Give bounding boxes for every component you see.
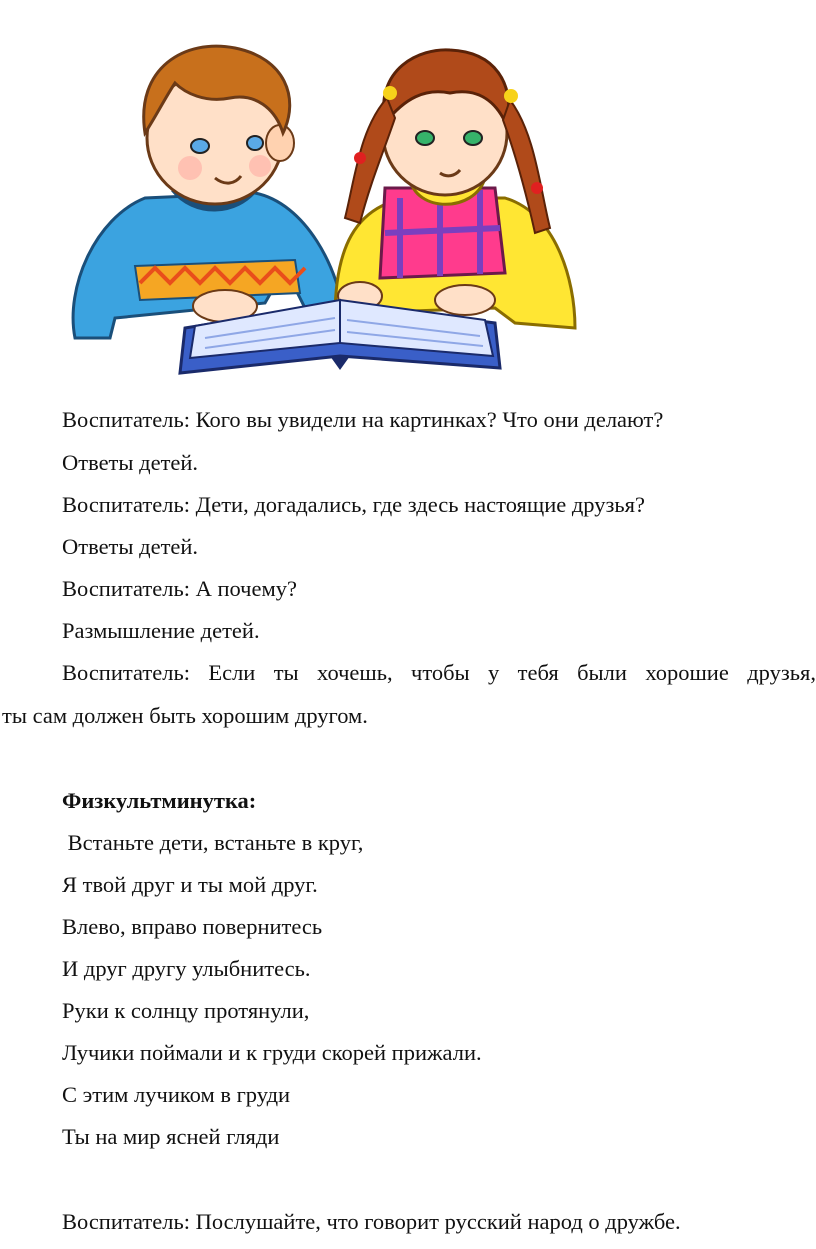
poem-line-6: Лучики поймали и к груди скорей прижали. <box>62 1040 482 1065</box>
moral-line-1 <box>62 659 816 687</box>
moral-word: хорошие <box>645 660 729 685</box>
exercise-heading: Физкультминутка: <box>62 788 257 813</box>
moral-line-2: ты сам должен быть хорошим другом. <box>2 703 368 728</box>
moral-word: ты <box>273 660 299 685</box>
moral-word: чтобы <box>411 660 470 685</box>
dialog-line-2: Ответы детей. <box>62 450 199 475</box>
moral-word: тебя <box>517 660 559 685</box>
dialog-line-5: Воспитатель: А почему? <box>62 576 297 601</box>
poem-line-5: Руки к солнцу протянули, <box>62 998 310 1023</box>
poem-line-8: Ты на мир ясней гляди <box>62 1124 280 1149</box>
moral-word: хочешь, <box>317 660 393 685</box>
poem-line-1: Встаньте дети, встаньте в круг, <box>62 830 364 855</box>
poem-line-7: С этим лучиком в груди <box>62 1082 291 1107</box>
children-reading-illustration <box>55 38 595 388</box>
moral-word: Если <box>208 660 256 685</box>
dialog-line-3: Воспитатель: Дети, догадались, где здесь настоящие друзья? <box>62 492 645 517</box>
boy-figure <box>73 46 345 338</box>
moral-word: были <box>577 660 627 685</box>
moral-word: у <box>488 660 500 685</box>
dialog-line-4: Ответы детей. <box>62 534 199 559</box>
poem-line-3: Влево, вправо повернитесь <box>62 914 323 939</box>
moral-word: друзья, <box>747 660 816 685</box>
closing-line: Воспитатель: Послушайте, что говорит русский народ о дружбе. <box>62 1209 681 1234</box>
dialog-line-1: Воспитатель: Кого вы увидели на картинках? Что они делают? <box>62 407 664 432</box>
moral-word: Воспитатель: <box>62 660 190 685</box>
dialog-line-6: Размышление детей. <box>62 618 260 643</box>
poem-line-2: Я твой друг и ты мой друг. <box>62 872 318 897</box>
poem-line-4: И друг другу улыбнитесь. <box>62 956 311 981</box>
girl-figure <box>335 50 575 328</box>
